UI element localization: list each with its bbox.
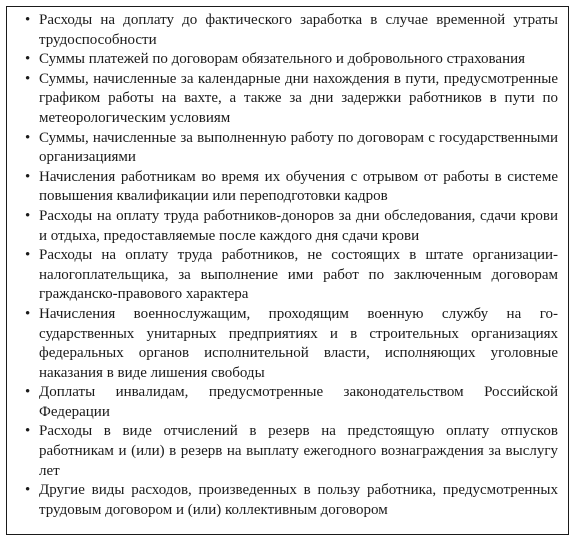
list-item-text: Расходы на оплату труда работников-доноров за дни обследования, сдачи крови и отдыха, предоставляемые после каждого дня сдачи крови <box>39 207 558 244</box>
list-item <box>25 70 558 129</box>
list-item-text: Расходы на доплату до фактического заработка в случае временной утраты трудоспособности <box>39 12 558 48</box>
bullet-icon: • <box>25 129 31 146</box>
list-item-text: Расходы в виде отчислений в резерв на предстоящую оплату отпусков работникам и (или) в резерв на выплату ежегодного вознаграждения за выслугу лет <box>39 423 558 479</box>
list-item <box>25 422 558 481</box>
list-item <box>25 383 558 422</box>
bullet-icon: • <box>25 207 31 224</box>
list-item-text: Доплаты инвалидам, предусмотренные законодательством Российской Федерации <box>39 384 558 420</box>
list-item <box>25 481 558 520</box>
list-item-text: Расходы на оплату труда работников, не состоящих в штате организации-налогоплательщика, за выполнение ими работ по заключенным договорам гражданско-правового характера <box>39 247 558 303</box>
list-item-text: Другие виды расходов, произведенных в пользу работника, предусмотренных трудовым договором и (или) коллективным договором <box>39 482 558 518</box>
expense-list <box>25 11 558 520</box>
list-item-text: Суммы, начисленные за календарные дни нахождения в пути, предусмотренные графиком работы на вахте, а также за дни задержки работников в пути по метеорологическим условиям <box>39 70 558 126</box>
bullet-icon: • <box>25 168 31 185</box>
list-item <box>25 207 558 246</box>
bullet-icon: • <box>25 51 31 68</box>
bullet-icon: • <box>25 247 31 264</box>
list-item-text: Суммы, начисленные за выполненную работу по договорам с государственными организациями <box>39 129 558 166</box>
list-item-text: Начисления работникам во время их обучения с отрывом от работы в системе повышения квалификации или переподготовки кадров <box>39 168 558 205</box>
bullet-icon: • <box>25 70 31 87</box>
bullet-icon: • <box>25 384 31 401</box>
list-item <box>25 50 558 70</box>
list-item <box>25 246 558 305</box>
bullet-icon: • <box>25 482 31 499</box>
list-item-text: Суммы платежей по договорам обязательного и добровольного страхования <box>39 51 526 68</box>
list-item <box>25 168 558 207</box>
bullet-icon: • <box>25 305 31 322</box>
bullet-icon: • <box>25 423 31 440</box>
list-item-text: Начисления военнослужащим, проходящим военную службу на государственных унитарных предприятиях и в строительных организациях федеральных органов исполнительной власти, исполняющих уголовные наказания в виде лишения свободы <box>39 305 558 381</box>
bullet-icon: • <box>25 12 31 28</box>
list-item <box>25 305 558 383</box>
list-item <box>25 129 558 168</box>
list-item <box>25 11 558 50</box>
bordered-list-box <box>6 6 569 535</box>
